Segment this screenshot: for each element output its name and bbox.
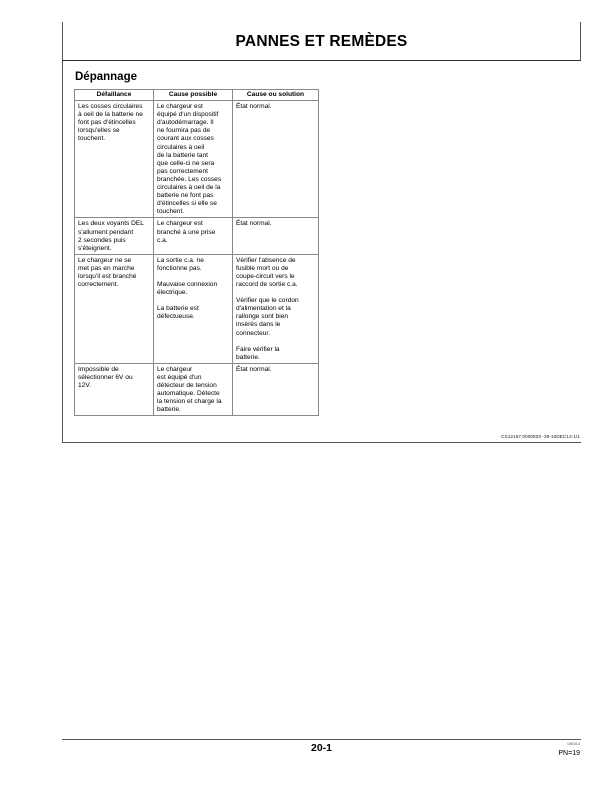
fault-text: Les deux voyants DEL s'allument pendant 2 secondes puis s'éteignent. xyxy=(78,220,144,252)
fault-cell xyxy=(75,218,154,254)
cause-cell xyxy=(154,101,233,218)
title-rule xyxy=(62,60,581,61)
table-row xyxy=(75,101,319,218)
page-number: 20-1 xyxy=(310,742,332,754)
cause-cell xyxy=(154,218,233,254)
column-header-fault: Défaillance xyxy=(75,90,154,101)
cause-text: Le chargeur est équipé d'un dispositif d'autodémarrage. Il ne fournira pas de courant aux cosses circulaires à oeil de la batterie tant que celle-ci ne sera pas correctement branchée. Les cosses circulaires à oeil de la batterie ne font pas d'étincelles si elle se touchent. xyxy=(157,103,222,216)
cause-text: La batterie est défectueuse. xyxy=(157,305,199,321)
solution-cell xyxy=(233,218,319,254)
troubleshooting-table xyxy=(74,89,319,416)
solution-cell xyxy=(233,363,319,416)
document-reference: CS12167,0000503 -28-10DEC13-1/1 xyxy=(501,435,580,440)
solution-text: État normal. xyxy=(236,103,272,111)
frame-left-border xyxy=(62,22,63,442)
fault-cell xyxy=(75,363,154,416)
solution-text: Vérifier que le cordon d'alimentation et la rallonge sont bien insérés dans le connecteur. xyxy=(236,297,299,337)
solution-text: État normal. xyxy=(236,365,272,373)
section-bottom-rule xyxy=(62,442,581,443)
cause-text: Le chargeur est équipé d'un détecteur de tension automatique. Détecte la tension et charge la batterie. xyxy=(157,365,222,414)
page-title: PANNES ET REMÈDES xyxy=(235,33,408,50)
pn-label: PN=19 xyxy=(558,750,580,757)
column-header-cause: Cause possible xyxy=(154,90,233,101)
fault-text: Les cosses circulaires à oeil de la batterie ne font pas d'étincelles lorsqu'elles se touchent. xyxy=(78,103,143,143)
table-row xyxy=(75,218,319,254)
table-row xyxy=(75,363,319,416)
fault-cell xyxy=(75,254,154,363)
footer-rule xyxy=(62,739,581,740)
solution-text: État normal. xyxy=(236,220,272,228)
table-row xyxy=(75,254,319,363)
solution-text: Vérifier l'absence de fusible mort ou de coupe-circuit vers le raccord de sortie c.a. xyxy=(236,256,298,289)
column-header-solution: Cause ou solution xyxy=(233,90,319,101)
cause-text: Mauvaise connexion électrique. xyxy=(157,280,218,297)
section-title: Dépannage xyxy=(75,71,137,83)
table-header-row xyxy=(75,90,319,101)
fault-text: Le chargeur ne se met pas en marche lorsqu'il est branché correctement. xyxy=(78,256,137,289)
solution-text: Faire vérifier la batterie. xyxy=(236,345,280,361)
cause-text: La sortie c.a. ne fonctionne pas. xyxy=(157,256,204,272)
cause-text: Le chargeur est branché à une prise c.a. xyxy=(157,220,216,244)
fault-text: Impossible de sélectionner 6V ou 12V. xyxy=(78,365,133,389)
solution-cell xyxy=(233,101,319,218)
cause-cell xyxy=(154,254,233,363)
cause-cell xyxy=(154,363,233,416)
footer-code: 080314 xyxy=(567,742,580,746)
fault-cell xyxy=(75,101,154,218)
solution-cell xyxy=(233,254,319,363)
